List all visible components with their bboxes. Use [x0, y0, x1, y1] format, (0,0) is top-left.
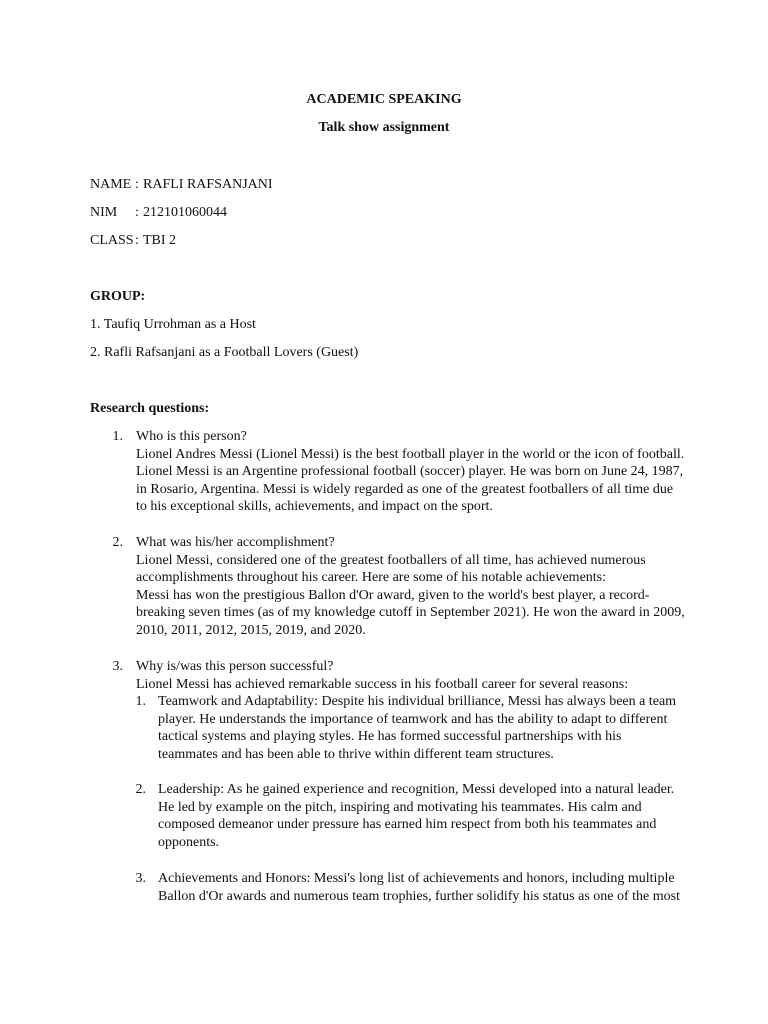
field-separator: :: [135, 205, 139, 220]
answer-line: Lionel Messi is an Argentine professional football (soccer) player. He was born on June 24, 1987,: [136, 464, 684, 480]
reason-line: player. He understands the importance of teamwork and has the ability to adapt to different: [158, 711, 668, 727]
question-title: What was his/her accomplishment?: [136, 535, 335, 550]
reason-line: Teamwork and Adaptability: Despite his individual brilliance, Messi has always been a team: [158, 694, 677, 709]
reason-text: [158, 693, 676, 763]
question-title: Who is this person?: [136, 429, 247, 444]
reason-line: He led by example on the pitch, inspiring and motivating his teammates. His calm and: [158, 799, 642, 815]
answer-line: 2010, 2011, 2012, 2015, 2019, and 2020.: [136, 622, 366, 638]
answer-line: Lionel Andres Messi (Lionel Messi) is the best football player in the world or the icon of football.: [136, 446, 685, 462]
reason-line: teammates and has been able to thrive within different team structures.: [158, 746, 554, 762]
group-member: 1. Taufiq Urrohman as a Host: [90, 317, 256, 332]
field-separator: :: [135, 177, 139, 192]
question-text: [136, 658, 628, 693]
reason-number: 2.: [135, 782, 146, 797]
group-member: 2. Rafli Rafsanjani as a Football Lovers (Guest): [90, 345, 359, 360]
question-text: [136, 534, 685, 640]
reason-text: [158, 781, 674, 851]
reason-line: tactical systems and playing styles. He has formed successful partnerships with his: [158, 729, 622, 745]
field-separator: :: [135, 233, 139, 248]
reason-line: Ballon d'Or awards and numerous team trophies, further solidify his status as one of the most: [158, 888, 680, 904]
group-heading: GROUP:: [90, 289, 146, 304]
question-title: Why is/was this person successful?: [136, 659, 334, 674]
answer-line: breaking seven times (as of my knowledge cutoff in September 2021). He won the award in 2009,: [136, 605, 685, 621]
question-number: 2.: [112, 535, 123, 550]
reason-line: Leadership: As he gained experience and recognition, Messi developed into a natural leader.: [158, 782, 675, 797]
answer-line: Lionel Messi, considered one of the greatest footballers of all time, has achieved numerous: [136, 552, 646, 568]
answer-line: accomplishments throughout his career. Here are some of his notable achievements:: [136, 570, 607, 586]
document-subtitle: Talk show assignment: [318, 120, 450, 135]
field-label: NAME: [90, 177, 132, 192]
answer-line: Lionel Messi has achieved remarkable success in his football career for several reasons:: [136, 676, 629, 692]
question-number: 3.: [112, 659, 123, 674]
question-number: 1.: [112, 429, 123, 444]
research-heading: Research questions:: [90, 401, 210, 416]
reason-number: 3.: [135, 871, 146, 886]
answer-line: in Rosario, Argentina. Messi is widely regarded as one of the greatest footballers of all time due: [136, 481, 674, 497]
reason-line: composed demeanor under pressure has earned him respect from both his teammates and: [158, 817, 657, 833]
reason-line: Achievements and Honors: Messi's long list of achievements and honors, including multiple: [158, 871, 675, 886]
answer-line: to his exceptional skills, achievements, and impact on the sport.: [136, 499, 493, 515]
field-value: RAFLI RAFSANJANI: [143, 177, 273, 192]
field-value: 212101060044: [143, 205, 227, 220]
document-title: ACADEMIC SPEAKING: [306, 92, 462, 107]
field-label: CLASS: [90, 233, 134, 248]
answer-line: Messi has won the prestigious Ballon d'Or award, given to the world's best player, a record-: [136, 587, 650, 603]
reason-number: 1.: [135, 694, 146, 709]
field-label: NIM: [90, 205, 118, 220]
reason-line: opponents.: [158, 834, 220, 850]
field-value: TBI 2: [143, 233, 177, 248]
reason-text: [158, 870, 680, 905]
question-text: [136, 428, 684, 516]
